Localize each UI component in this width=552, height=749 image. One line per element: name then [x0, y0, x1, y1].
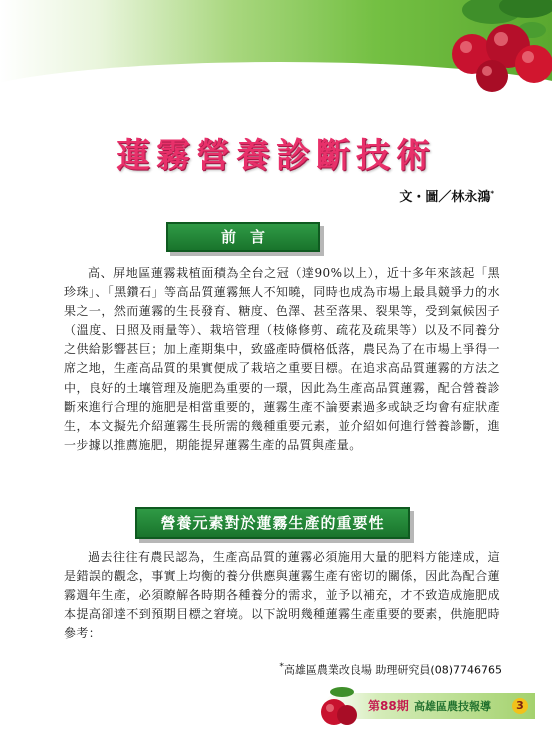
section-heading-preface: 前言: [166, 222, 320, 252]
section-heading-nutrients: 營養元素對於蓮霧生產的重要性: [135, 507, 410, 539]
author-footnote-mark: *: [490, 189, 494, 198]
wax-apple-icon: [316, 684, 360, 728]
author-name: 文・圖／林永鴻: [399, 190, 491, 205]
author-byline: [399, 186, 494, 205]
wax-apple-cluster-icon: [432, 0, 552, 92]
page-number: 3: [512, 698, 528, 714]
author-affiliation-footnote: [279, 661, 502, 678]
preface-paragraph: 高、屏地區蓮霧栽植面積為全台之冠（達90%以上），近十多年來該起「黑珍珠」、「黑鑽石」等高品質蓮霧無人不知曉，同時也成為市場上最具競爭力的水果之一，然而蓮霧的生長發育、糖度、色澤、甚至落果、裂果等，受到氣候因子（溫度、日照及雨量等）、栽培管理（枝條修剪、疏花及疏果等）以及不同養分之供給影響甚巨；加上產期集中，致盛產時價格低落，農民為了在市場上爭得一席之地，生產高品質的果實便成了栽培之重要目標。在追求高品質蓮霧的方法之中，良好的土壤管理及施肥為重要的一環，因此為生產高品質蓮霧，配合營養診斷來進行合理的施肥是相當重要的，蓮霧生產不論要素過多或缺乏均會有症狀產生，本文擬先介紹蓮霧生長所需的幾種重要元素，並介紹如何進行營養診斷，進一步據以推薦施肥，期能提昇蓮霧生產的品質與產量。: [64, 266, 500, 452]
issue-number: 第88期: [368, 699, 409, 713]
article-title: 蓮霧營養診斷技術: [116, 136, 436, 176]
footnote-text: 高雄區農業改良場 助理研究員(08)7746765: [283, 663, 502, 677]
nutrients-paragraph: 過去往往有農民認為，生產高品質的蓮霧必須施用大量的肥料方能達成，這是錯誤的觀念，事實上均衡的養分供應與蓮霧生產有密切的關係，因此為配合蓮霧週年生產，必須瞭解各時期各種養分的需求，並予以補充，才不致造成施肥成本提高卻達不到預期目標之窘境。以下說明幾種蓮霧生產重要的要素，供施肥時參考：: [64, 550, 500, 641]
footnote-mark: *: [279, 661, 284, 672]
journal-name: 高雄區農技報導: [414, 700, 491, 713]
